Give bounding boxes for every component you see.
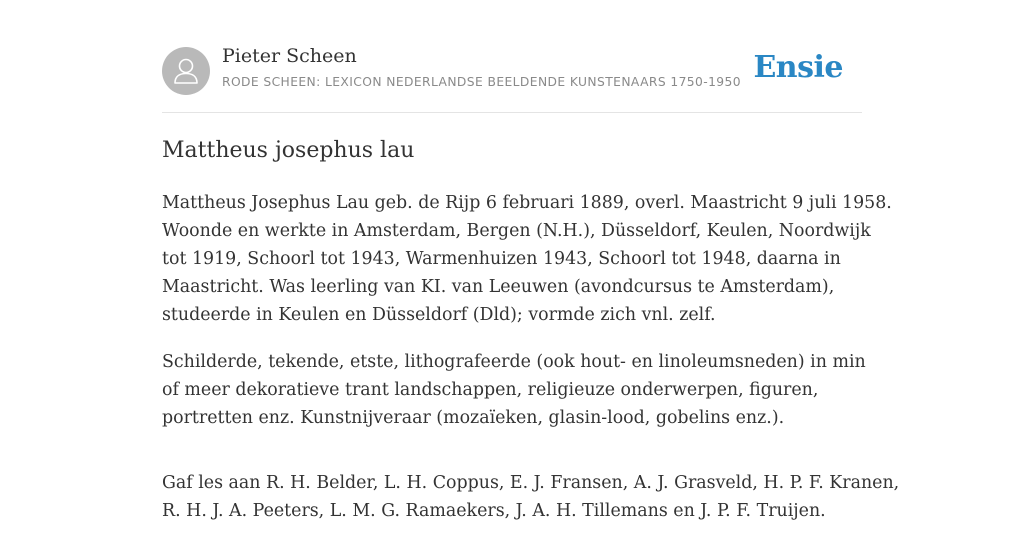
page: [162, 0, 900, 521]
text-line: Mattheus Josephus Lau geb. de Rijp 6 februari 1889, overl. Maastricht 9 juli 1958.: [162, 193, 892, 213]
text-line: Gaf les aan R. H. Belder, L. H. Coppus, E. J. Fransen, A. J. Grasveld, H. P. F. Kranen,: [162, 473, 900, 493]
user-icon: [162, 47, 210, 95]
paragraph: [162, 189, 892, 329]
text-line: Maastricht. Was leerling van KI. van Leeuwen (avondcursus te Amsterdam),: [162, 277, 835, 297]
source-title[interactable]: RODE SCHEEN: LEXICON NEDERLANDSE BEELDENDE KUNSTENAARS 1750-1950: [222, 75, 741, 89]
page-header: [162, 0, 862, 113]
article-body: [162, 189, 900, 544]
paragraph: [162, 469, 900, 525]
ensie-logo[interactable]: Ensie: [753, 50, 843, 85]
text-line: Schilderde, tekende, etste, lithografeerde (ook hout- en linoleumsneden) in min: [162, 352, 866, 372]
page-title: Mattheus josephus lau: [162, 138, 415, 163]
text-line: tot 1919, Schoorl tot 1943, Warmenhuizen 1943, Schoorl tot 1948, daarna in: [162, 249, 841, 269]
text-line: studeerde in Keulen en Düsseldorf (Dld); vormde zich vnl. zelf.: [162, 305, 716, 325]
author-name[interactable]: Pieter Scheen: [222, 45, 357, 67]
paragraph: [162, 348, 866, 432]
text-line: Woonde en werkte in Amsterdam, Bergen (N.H.), Düsseldorf, Keulen, Noordwijk: [162, 221, 871, 241]
text-line: R. H. J. A. Peeters, L. M. G. Ramaekers, J. A. H. Tillemans en J. P. F. Truijen.: [162, 501, 826, 521]
text-line: of meer dekoratieve trant landschappen, religieuze onderwerpen, figuren,: [162, 380, 819, 400]
avatar[interactable]: [162, 47, 210, 95]
text-line: portretten enz. Kunstnijveraar (mozaïeken, glasin-lood, gobelins enz.).: [162, 408, 785, 428]
